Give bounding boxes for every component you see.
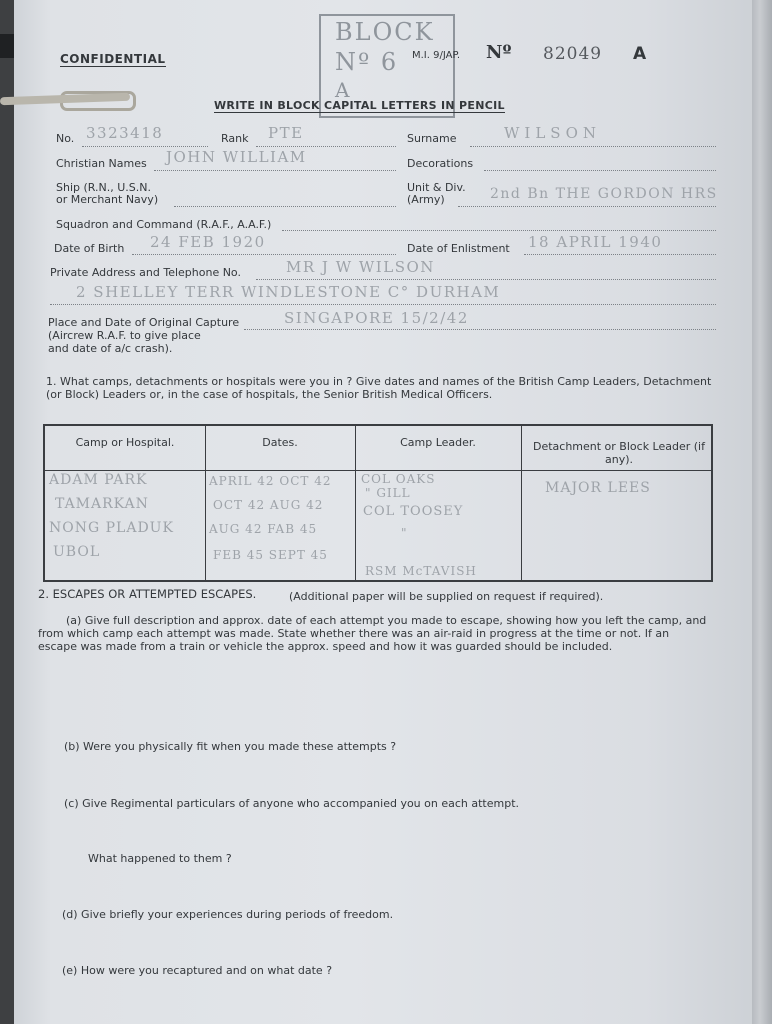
question-2b: (b) Were you physically fit when you made these attempts ?: [64, 740, 397, 753]
table-header-rule: [45, 470, 711, 471]
form-reference: M.I. 9/JAP.: [412, 50, 461, 61]
question-2a-line-1: (a) Give full description and approx. date of each attempt you made to escape, showing how you left the camp, and: [66, 614, 707, 627]
header-camp-leader: Camp Leader.: [400, 436, 476, 449]
capture-label-2: (Aircrew R.A.F. to give place: [48, 329, 201, 342]
surname-line: [470, 146, 716, 147]
unit-label-2: (Army): [407, 193, 445, 206]
question-2d: (d) Give briefly your experiences during periods of freedom.: [62, 908, 394, 921]
address-line-2: [50, 304, 716, 305]
address-label: Private Address and Telephone No.: [50, 266, 241, 279]
dates-cell: APRIL 42 OCT 42: [209, 474, 332, 488]
camp-cell: NONG PLADUK: [49, 520, 174, 536]
decorations-label: Decorations: [407, 157, 474, 170]
question-2e: (e) How were you recaptured and on what date ?: [62, 964, 333, 977]
leader-cell: ": [401, 526, 408, 540]
no-label: No.: [56, 132, 75, 145]
capture-value: SINGAPORE 15/2/42: [284, 309, 469, 327]
surname-label: Surname: [407, 132, 457, 145]
ship-label-1: Ship (R.N., U.S.N.: [56, 181, 151, 194]
form-page: [14, 0, 756, 1024]
question-1-line-2: (or Block) Leaders or, in the case of hospitals, the Senior British Medical Officers.: [46, 388, 493, 401]
question-2-note: (Additional paper will be supplied on request if required).: [289, 590, 604, 603]
rank-label: Rank: [221, 132, 249, 145]
table-divider-3: [521, 426, 522, 580]
no-value: 3323418: [86, 124, 164, 142]
squadron-label: Squadron and Command (R.A.F., A.A.F.): [56, 218, 272, 231]
question-2c: (c) Give Regimental particulars of anyone who accompanied you on each attempt.: [64, 797, 520, 810]
enlistment-value: 18 APRIL 1940: [528, 233, 663, 251]
header-detachment-leader: Detachment or Block Leader (if any).: [532, 440, 705, 466]
leader-cell: RSM McTAVISH: [365, 564, 477, 578]
question-2a-line-2: from which camp each attempt was made. State whether there was an air-raid in progress at the time or not. If an: [38, 627, 670, 640]
paper-stack-edge: [752, 0, 772, 1024]
unit-line: [458, 206, 716, 207]
question-1-line-1: 1. What camps, detachments or hospitals were you in ? Give dates and names of the British Camp Leaders, Detachment: [46, 375, 712, 388]
surname-value: WILSON: [504, 124, 602, 142]
header-dates: Dates.: [262, 436, 298, 449]
table-divider-1: [205, 426, 206, 580]
enlistment-line: [524, 254, 716, 255]
squadron-line: [282, 230, 716, 231]
form-number: 82049: [543, 44, 603, 64]
dob-label: Date of Birth: [54, 242, 125, 255]
header-camp: Camp or Hospital.: [75, 436, 175, 449]
christian-names-value: JOHN WILLIAM: [166, 148, 307, 166]
christian-names-label: Christian Names: [56, 157, 147, 170]
confidential-label: CONFIDENTIAL: [60, 52, 166, 66]
stamp-line-2: Nº 6: [335, 48, 399, 76]
address-value-2: 2 SHELLEY TERR WINDLESTONE C° DURHAM: [76, 283, 501, 301]
leader-cell: COL OAKS: [361, 472, 436, 486]
unit-value: 2nd Bn THE GORDON HRS: [490, 186, 718, 202]
address-line-1: [256, 279, 716, 280]
question-2a-line-3: escape was made from a train or vehicle the approx. speed and how it was guarded should be included.: [38, 640, 613, 653]
dates-cell: AUG 42 FAB 45: [209, 522, 318, 536]
rank-value: PTE: [268, 124, 304, 142]
dates-cell: OCT 42 AUG 42: [213, 498, 324, 512]
address-value-1: MR J W WILSON: [286, 258, 435, 276]
ship-label-2: or Merchant Navy): [56, 193, 159, 206]
leader-cell: COL TOOSEY: [363, 504, 464, 519]
dates-cell: FEB 45 SEPT 45: [213, 548, 328, 562]
unit-label-1: Unit & Div.: [407, 181, 466, 194]
stamp-line-1: BLOCK: [335, 18, 435, 46]
camp-cell: ADAM PARK: [49, 472, 148, 488]
question-2c-sub: What happened to them ?: [88, 852, 232, 865]
enlistment-label: Date of Enlistment: [407, 242, 510, 255]
question-2-heading: 2. ESCAPES OR ATTEMPTED ESCAPES.: [38, 587, 257, 601]
decorations-line: [484, 170, 716, 171]
no-line: [82, 146, 208, 147]
dob-line: [132, 254, 396, 255]
capture-line: [244, 329, 716, 330]
leader-cell: " GILL: [365, 486, 411, 500]
camp-cell: TAMARKAN: [55, 496, 149, 512]
capture-label-3: and date of a/c crash).: [48, 342, 173, 355]
camps-table: [43, 424, 713, 582]
dob-value: 24 FEB 1920: [150, 233, 266, 251]
stamp-line-3: A: [335, 78, 352, 102]
camp-cell: UBOL: [53, 544, 101, 560]
form-suffix: A: [633, 44, 647, 64]
table-divider-2: [355, 426, 356, 580]
christian-names-line: [154, 170, 396, 171]
detachment-cell: MAJOR LEES: [545, 480, 651, 496]
rank-line: [256, 146, 396, 147]
capture-label-1: Place and Date of Original Capture: [48, 316, 240, 329]
number-symbol: Nº: [486, 42, 512, 63]
ship-line: [174, 206, 396, 207]
instruction-heading: WRITE IN BLOCK CAPITAL LETTERS IN PENCIL: [214, 99, 505, 112]
